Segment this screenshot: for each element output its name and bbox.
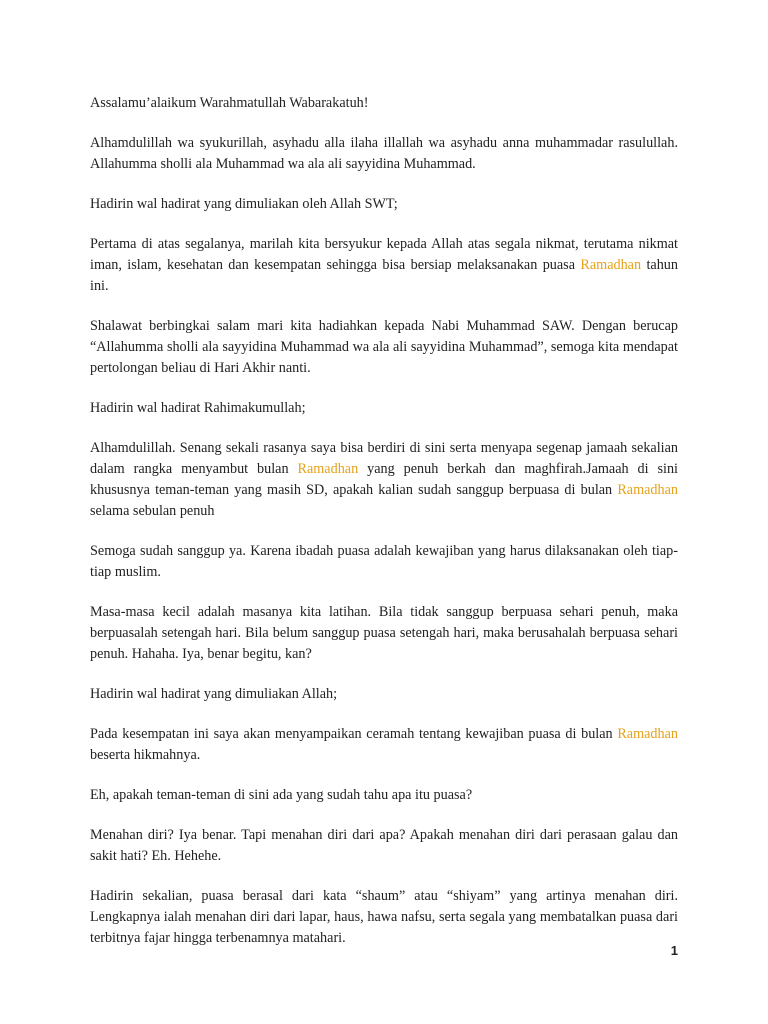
paragraph-text: Alhamdulillah wa syukurillah, asyhadu alla ilaha illallah wa asyhadu anna muhammadar rasulullah. Allahumma sholli ala Muhammad wa ala ali sayyidina Muhammad.	[90, 135, 678, 172]
paragraph	[90, 785, 678, 806]
paragraph	[90, 541, 678, 583]
paragraph	[90, 234, 678, 297]
paragraph-text: Eh, apakah teman-teman di sini ada yang sudah tahu apa itu puasa?	[90, 787, 473, 803]
paragraph	[90, 825, 678, 867]
paragraph	[90, 316, 678, 379]
highlighted-word: Ramadhan	[617, 726, 678, 742]
paragraph	[90, 398, 678, 419]
paragraph-text: Hadirin wal hadirat Rahimakumullah;	[90, 400, 306, 416]
paragraph-text: tahun ini.	[90, 257, 678, 294]
paragraph-text: Hadirin sekalian, puasa berasal dari kata “shaum” atau “shiyam” yang artinya menahan diri. Lengkapnya ialah menahan diri dari lapar, haus, hawa nafsu, serta segala yang membatalkan puasa dari terbitnya fajar hingga terbenamnya matahari.	[90, 888, 678, 946]
paragraph	[90, 602, 678, 665]
paragraph	[90, 724, 678, 766]
paragraph	[90, 886, 678, 949]
paragraph	[90, 194, 678, 215]
highlighted-word: Ramadhan	[580, 257, 642, 273]
document-body	[90, 93, 678, 949]
paragraph	[90, 93, 678, 114]
paragraph-text: Assalamu’alaikum Warahmatullah Wabarakatuh!	[90, 95, 369, 111]
highlighted-word: Ramadhan	[297, 461, 359, 477]
highlighted-word: Ramadhan	[617, 482, 678, 498]
paragraph-text: Pertama di atas segalanya, marilah kita bersyukur kepada Allah atas segala nikmat, terutama nikmat iman, islam, kesehatan dan kesempatan sehingga bisa bersiap melaksanakan puasa	[90, 236, 678, 273]
paragraph-text: Hadirin wal hadirat yang dimuliakan oleh Allah SWT;	[90, 196, 398, 212]
paragraph	[90, 133, 678, 175]
paragraph-text: Alhamdulillah. Senang sekali rasanya saya bisa berdiri di sini serta menyapa segenap jamaah sekalian dalam rangka menyambut bulan	[90, 440, 678, 477]
paragraph-text: selama sebulan penuh	[90, 503, 215, 519]
paragraph-text: beserta hikmahnya.	[90, 747, 201, 763]
paragraph-text: Semoga sudah sanggup ya. Karena ibadah puasa adalah kewajiban yang harus dilaksanakan oleh tiap-tiap muslim.	[90, 543, 678, 580]
paragraph-text: Masa-masa kecil adalah masanya kita latihan. Bila tidak sanggup berpuasa sehari penuh, maka berpuasalah setengah hari. Bila belum sanggup puasa setengah hari, maka berusahalah berpuasa sehari penuh. Hahaha. Iya, benar begitu, kan?	[90, 604, 678, 662]
paragraph-text: Menahan diri? Iya benar. Tapi menahan diri dari apa? Apakah menahan diri dari perasaan galau dan sakit hati? Eh. Hehehe.	[90, 827, 678, 864]
paragraph-text: yang penuh berkah dan maghfirah.Jamaah di sini khususnya teman-teman yang masih SD, apakah kalian sudah sanggup berpuasa di bulan	[90, 461, 678, 498]
page-number: 1	[670, 943, 678, 958]
paragraph-text: Pada kesempatan ini saya akan menyampaikan ceramah tentang kewajiban puasa di bulan	[90, 726, 618, 742]
paragraph	[90, 438, 678, 522]
paragraph	[90, 684, 678, 705]
paragraph-text: Shalawat berbingkai salam mari kita hadiahkan kepada Nabi Muhammad SAW. Dengan berucap “Allahumma sholli ala sayyidina Muhammad wa ala ali sayyidina Muhammad”, semoga kita mendapat pertolongan beliau di Hari Akhir nanti.	[90, 318, 678, 376]
paragraph-text: Hadirin wal hadirat yang dimuliakan Allah;	[90, 686, 338, 702]
